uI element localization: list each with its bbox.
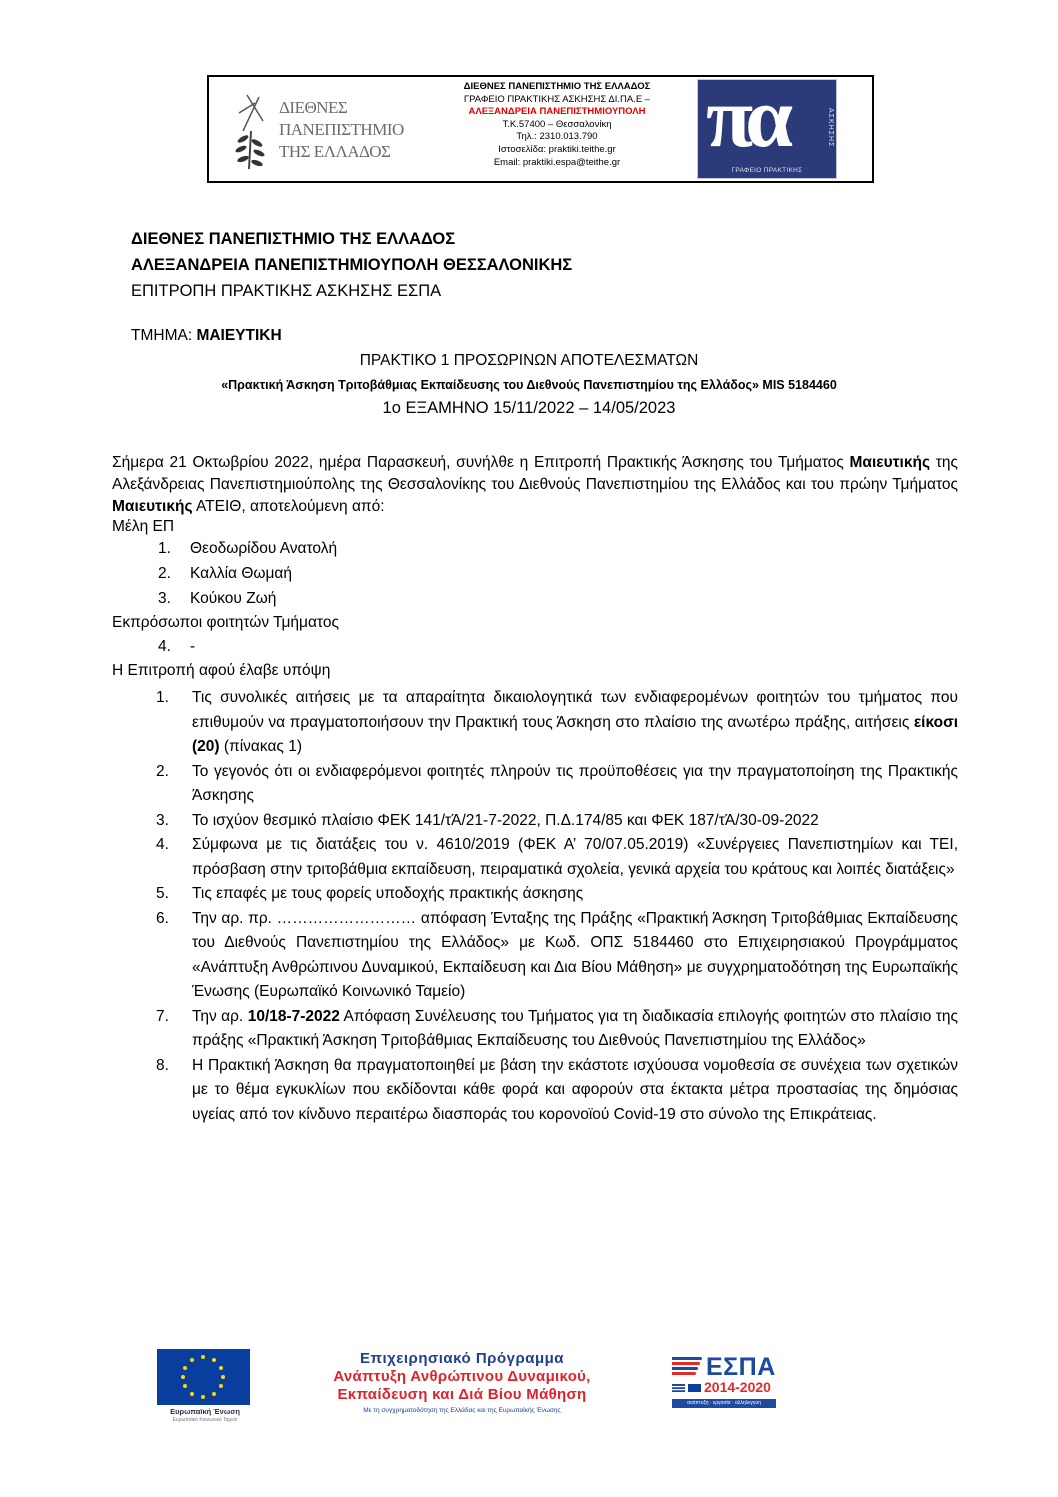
intro-text: της Αλεξάνδρειας Πανεπιστημιούπολης της Θεσσαλονίκης του Διεθνούς Πανεπιστημίου της Ελλάδος και του πρώην Τμήματος [112, 454, 958, 493]
item-text: Σύμφωνα με τις διατάξεις του ν. 4610/2019 (ΦΕΚ Α’ 70/07.05.2019) «Συνέργειες Πανεπιστημίων και ΤΕΙ, πρόσβαση στην τριτοβάθμια εκπαίδευση, πειραματικά σχολεία, γενικά αρχεία του κράτους και λοιπές διατάξεις» [192, 836, 958, 878]
espa-stripes-icon [672, 1357, 704, 1377]
student-item [158, 638, 195, 656]
eu-caption: Ευρωπαϊκή Ένωση [170, 1407, 240, 1416]
espa-word: ΕΣΠΑ [706, 1353, 776, 1381]
intro-dept-bold: Μαιευτικής [849, 454, 931, 471]
members-heading: Μέλη ΕΠ [112, 518, 175, 535]
programme-line2: Ανάπτυξη Ανθρώπινου Δυναμικού, [333, 1368, 591, 1385]
espa-years: 2014-2020 [704, 1379, 771, 1395]
item-text: Την αρ. [192, 1007, 248, 1025]
ihu-logo [229, 87, 409, 175]
item-number: 6. [156, 909, 169, 927]
ihu-logo-line: ΔΙΕΘΝΕΣ [279, 98, 348, 117]
student-number: 4. [158, 638, 171, 655]
item-text: Απόφαση Συνέλευσης του Τμήματος για τη διαδικασία επιλογής φοιτητών στο πλαίσιο της πράξης «Πρακτική Άσκηση Τριτοβάθμιας Εκπαίδευσης του Διεθνούς Πανεπιστημίου της Ελλάδος» [192, 1007, 959, 1049]
member-item [158, 540, 337, 558]
item-number: 1. [156, 689, 169, 706]
member-item [158, 565, 292, 583]
department-value: ΜΑΙΕΥΤΙΚΗ [196, 327, 282, 344]
consideration-item [156, 833, 958, 882]
item-number: 3. [156, 811, 169, 829]
considerations-list [156, 686, 958, 1127]
letterhead-website: Ιστοσελίδα: praktiki.teithe.gr [498, 143, 616, 155]
org-university: ΔΙΕΘΝΕΣ ΠΑΝΕΠΙΣΤΗΜΙΟ ΤΗΣ ΕΛΛΑΔΟΣ [131, 230, 456, 248]
item-text: Τις επαφές με τους φορείς υποδοχής πρακτικής άσκησης [192, 885, 584, 902]
item-text: Το ισχύον θεσμικό πλαίσιο ΦΕΚ 141/τΆ/21-7-2022, Π.Δ.174/85 και ΦΕΚ 187/τΆ/30-09-2022 [192, 811, 819, 829]
item-number: 5. [156, 885, 169, 902]
item-number: 8. [156, 1056, 169, 1074]
item-text: Η Πρακτική Άσκηση θα πραγματοποιηθεί με βάση την εκάστοτε ισχύουσα νομοθεσία σε συνέχεια των σχετικών με το θέμα εγκυκλίων που εκδίδονται κάθε φορά και αφορούν στα έκτακτα μέτρα προστασίας της δημόσιας υγείας από τον κίνδυνο περαιτέρω διασποράς του κορονοϊού Covid-19 στο σύνολο της Επικράτειας. [192, 1056, 958, 1123]
consideration-item [156, 907, 958, 1005]
students-heading: Εκπρόσωποι φοιτητών Τμήματος [112, 614, 339, 631]
member-number: 3. [158, 590, 171, 607]
item-text: Το γεγονός ότι οι ενδιαφερόμενοι φοιτητές πληρούν τις προϋποθέσεις για την πραγματοποίηση της Πρακτικής Άσκησης [192, 762, 958, 804]
item-number: 2. [156, 762, 169, 780]
espa-logo-icon [672, 1353, 776, 1413]
consideration-item [156, 1005, 958, 1054]
consideration-item [156, 882, 958, 907]
intro-paragraph [112, 452, 958, 518]
espa-tagline: ανάπτυξη · εργασία · αλληλεγγύη [672, 1399, 776, 1408]
letterhead-campus: ΑΛΕΞΑΝΔΡΕΙΑ ΠΑΝΕΠΙΣΤΗΜΙΟΥΠΟΛΗ [468, 106, 646, 118]
item-text: Την αρ. πρ. ……………………… απόφαση Ένταξης της Πράξης «Πρακτική Άσκηση Τριτοβάθμιας Εκπαίδευσης του Διεθνούς Πανεπιστημίου της Ελλάδος» με Κωδ. ΟΠΣ 5184460 στο Επιχειρησιακού Προγράμματος «Ανάπτυξη Ανθρώπινου Δυναμικού, Εκπαίδευση και Δια Βίου Μάθηση» με συγχρηματοδότηση της Ευρωπαϊκής Ένωσης (Ευρωπαϊκό Κοινωνικό Ταμείο) [192, 909, 958, 1000]
item-text: (πίνακας 1) [219, 738, 302, 755]
operational-programme-logo [282, 1349, 642, 1414]
member-name: Θεοδωρίδου Ανατολή [190, 540, 338, 557]
programme-line3: Εκπαίδευση και Διά Βίου Μάθηση [337, 1386, 587, 1403]
item-bold: είκοσι (20) [192, 713, 958, 755]
letterhead-email: Email: praktiki.espa@teithe.gr [493, 156, 621, 168]
document-title: ΠΡΑΚΤΙΚΟ 1 ΠΡΟΣΩΡΙΝΩΝ ΑΠΟΤΕΛΕΣΜΑΤΩΝ [359, 352, 699, 369]
programme-line1: Επιχειρησιακό Πρόγραμμα [359, 1350, 565, 1367]
student-name: - [190, 638, 196, 655]
consideration-item [156, 1054, 958, 1128]
letterhead-university: ΔΙΕΘΝΕΣ ΠΑΝΕΠΙΣΤΗΜΙΟ ΤΗΣ ΕΛΛΑΔΟΣ [463, 81, 651, 92]
org-committee: ΕΠΙΤΡΟΠΗ ΠΡΑΚΤΙΚΗΣ ΑΣΚΗΣΗΣ ΕΣΠΑ [131, 282, 442, 300]
olive-branch-icon [229, 91, 277, 171]
member-item [158, 590, 276, 608]
department-label: ΤΜΗΜΑ: [131, 327, 197, 344]
considerations-heading: Η Επιτροπή αφού έλαβε υπόψη [112, 662, 331, 679]
item-bold: 10/18-7-2022 [247, 1007, 340, 1025]
intro-text: Σήμερα 21 Οκτωβρίου 2022, ημέρα Παρασκευή, συνήλθε η Επιτροπή Πρακτικής Άσκησης του Τμήματος [112, 454, 850, 471]
member-name: Καλλία Θωμαή [190, 565, 292, 582]
member-name: Κούκου Ζωή [190, 590, 277, 607]
item-number: 7. [156, 1007, 169, 1025]
org-campus: ΑΛΕΞΑΝΔΡΕΙΑ ΠΑΝΕΠΙΣΤΗΜΙΟΥΠΟΛΗ ΘΕΣΣΑΛΟΝΙΚΗΣ [131, 256, 573, 274]
consideration-item [156, 809, 958, 834]
internship-office-logo [697, 79, 837, 179]
consideration-item [156, 686, 958, 760]
greece-eu-flags-icon [672, 1383, 702, 1393]
intro-dept-bold: Μαιευτικής [112, 498, 193, 515]
intro-text: ΑΤΕΙΘ, αποτελούμενη από: [192, 498, 385, 515]
consideration-item [156, 760, 958, 809]
pa-monogram-icon: πα [706, 79, 786, 165]
eu-flag-icon [157, 1349, 250, 1405]
letterhead-postcode: Τ.Κ.57400 – Θεσσαλονίκη [502, 118, 612, 130]
ihu-logo-line: ΠΑΝΕΠΙΣΤΗΜΙΟ [279, 120, 404, 139]
letterhead-box [207, 75, 874, 183]
letterhead-contact [437, 81, 677, 169]
eu-subcaption: Ευρωπαϊκό Κοινωνικό Ταμείο [172, 1417, 238, 1423]
project-title: «Πρακτική Άσκηση Τριτοβάθμιας Εκπαίδευσης του Διεθνούς Πανεπιστημίου της Ελλάδος» MIS 5184460 [221, 378, 837, 392]
letterhead-phone: Τηλ.: 2310.013.790 [516, 131, 598, 143]
ihu-logo-line: ΤΗΣ ΕΛΛΑΔΟΣ [279, 142, 391, 161]
item-text: Τις συνολικές αιτήσεις με τα απαραίτητα δικαιολογητικά των ενδιαφερομένων φοιτητών του τμήματος που επιθυμούν να πραγματοποιήσουν την Πρακτική τους Άσκηση στο πλαίσιο της ανωτέρω πράξης, αιτήσεις [192, 689, 958, 731]
programme-cofunding: Με τη συγχρηματοδότηση της Ελλάδας και της Ευρωπαϊκής Ένωσης [363, 1407, 561, 1414]
semester-period: 1ο ΕΞΑΜΗΝΟ 15/11/2022 – 14/05/2023 [382, 399, 676, 417]
letterhead-office: ΓΡΑΦΕΙΟ ΠΡΑΚΤΙΚΗΣ ΑΣΚΗΣΗΣ ΔΙ.ΠΑ.Ε – [463, 93, 651, 105]
internship-logo-side-text: ΑΣΚΗΣΗΣ [827, 108, 834, 148]
member-number: 2. [158, 565, 171, 582]
internship-logo-footer-text: ΓΡΑΦΕΙΟ ΠΡΑΚΤΙΚΗΣ [731, 167, 803, 174]
item-number: 4. [156, 836, 169, 853]
department-line [131, 327, 282, 345]
member-number: 1. [158, 540, 171, 557]
